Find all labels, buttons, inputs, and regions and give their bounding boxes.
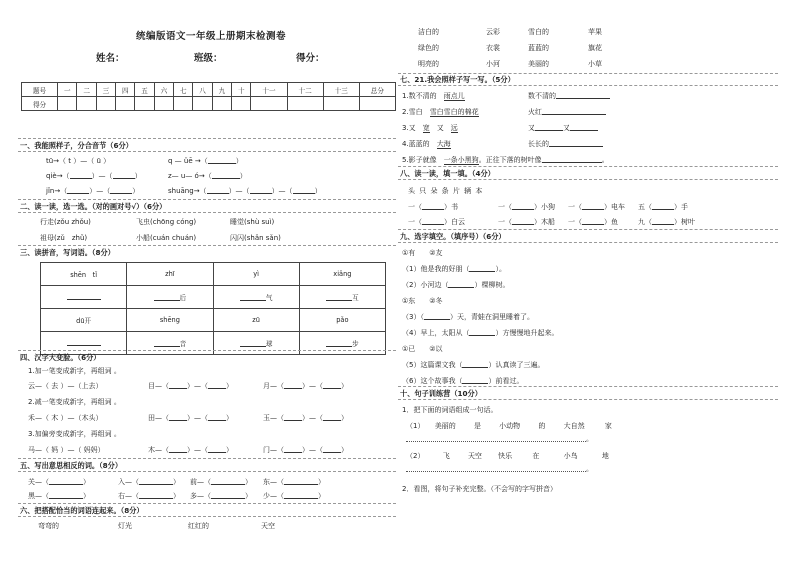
pinyin-cell: zū bbox=[213, 309, 299, 332]
answer-cell[interactable] bbox=[41, 332, 127, 355]
answer-cell[interactable] bbox=[41, 286, 127, 309]
answer-blank[interactable] bbox=[284, 492, 318, 499]
answer-row bbox=[41, 286, 386, 309]
s9-question: （3）（ ）天，青蛙在洞里睡着了。 bbox=[402, 313, 534, 321]
score-input-cell[interactable] bbox=[116, 97, 135, 111]
right-column bbox=[398, 0, 778, 561]
score-input-cell[interactable] bbox=[212, 97, 231, 111]
page-title: 统编版语文一年级上册期末检测卷 bbox=[136, 31, 287, 42]
antonym-item: 少—（ ） bbox=[263, 492, 325, 500]
answer-cell[interactable]: 步 bbox=[299, 332, 385, 355]
score-input-cell[interactable] bbox=[193, 97, 212, 111]
match-word[interactable]: 明亮的 bbox=[418, 60, 439, 68]
answer-blank[interactable] bbox=[323, 414, 341, 421]
s9-question: （6）这个故事我（ ）前看过。 bbox=[402, 377, 524, 385]
s4-item: 田—（ ）—（ ） bbox=[148, 414, 233, 422]
answer-row bbox=[41, 332, 386, 355]
answer-blank[interactable] bbox=[284, 446, 302, 453]
answer-blank[interactable] bbox=[211, 478, 245, 485]
antonym-item: 右—（ ） bbox=[118, 492, 180, 500]
section-1-title: 一、我能照样子，分合音节（6分） bbox=[20, 141, 133, 150]
divider bbox=[398, 242, 778, 243]
divider bbox=[398, 229, 778, 230]
s2-item[interactable]: 睡觉(shù suì) bbox=[230, 218, 275, 226]
score-cell: 九 bbox=[212, 83, 231, 97]
pinyin-cell: yì bbox=[213, 263, 299, 286]
divider bbox=[398, 386, 778, 387]
fill-item: 五（ ）手 bbox=[638, 203, 688, 211]
class-label: 班级： bbox=[194, 53, 223, 64]
s4-item: 木—（ ）—（ ） bbox=[148, 446, 233, 454]
answer-blank[interactable] bbox=[512, 218, 534, 225]
pinyin-row bbox=[41, 263, 386, 286]
answer-blank[interactable] bbox=[326, 340, 352, 347]
answer-blank[interactable] bbox=[326, 294, 352, 301]
answer-cell[interactable]: 后 bbox=[127, 286, 213, 309]
s7-line: 2.雪白 雪白雪白的棉花 bbox=[402, 108, 479, 116]
divider bbox=[18, 245, 396, 246]
s7-line: 3.又 宽 又 远 bbox=[402, 124, 458, 132]
score-table-score-row bbox=[22, 97, 396, 111]
divider bbox=[18, 516, 396, 517]
s2-item[interactable]: 祖母(zǔ zhǔ) bbox=[40, 234, 88, 242]
match-word[interactable]: 绿色的 bbox=[418, 44, 439, 52]
answer-blank[interactable] bbox=[154, 294, 180, 301]
s9-question: （4）早上，太阳从（ ）方慢慢地升起来。 bbox=[402, 329, 559, 337]
pinyin-cell: dū开 bbox=[41, 309, 127, 332]
s4-instruction: 3.加偏旁变成新字，再组词 。 bbox=[28, 430, 121, 438]
fill-item: 一（ ）小狗 bbox=[498, 203, 555, 211]
score-cell: 四 bbox=[116, 83, 135, 97]
score-input-cell[interactable] bbox=[287, 97, 323, 111]
s7-line: 4.蓝蓝的 大海 bbox=[402, 140, 451, 148]
answer-blank[interactable] bbox=[284, 414, 302, 421]
option-pair: ①已 ②以 bbox=[402, 345, 443, 353]
answer-blank[interactable] bbox=[113, 172, 135, 179]
answer-blank[interactable] bbox=[139, 492, 173, 499]
answer-cell[interactable]: 球 bbox=[213, 332, 299, 355]
s7-line: 火红 bbox=[528, 107, 606, 117]
score-cell: 十 bbox=[232, 83, 251, 97]
score-table-header-row bbox=[22, 83, 396, 97]
answer-blank[interactable] bbox=[67, 293, 101, 300]
match-word[interactable]: 天空 bbox=[261, 522, 275, 530]
answer-blank[interactable] bbox=[67, 339, 101, 346]
pinyin-cell: pǎo bbox=[299, 309, 385, 332]
answer-blank[interactable] bbox=[169, 382, 187, 389]
s7-line: 5.影子就像 一条小黑狗。正往下落的树叶像 。 bbox=[402, 156, 609, 164]
s2-item[interactable]: 行走(zǒu zhǒu) bbox=[40, 218, 91, 226]
match-word[interactable]: 旗花 bbox=[588, 44, 602, 52]
option-pair: ①东 ②冬 bbox=[402, 297, 443, 305]
score-input-cell[interactable] bbox=[251, 97, 287, 111]
answer-blank[interactable] bbox=[652, 203, 674, 210]
answer-blank[interactable] bbox=[582, 203, 604, 210]
pinyin-row bbox=[41, 309, 386, 332]
left-column bbox=[18, 0, 396, 561]
antonym-item: 前—（ ） bbox=[190, 478, 252, 486]
score-input-cell[interactable] bbox=[174, 97, 193, 111]
s4-item: 门—（ ）—（ ） bbox=[263, 446, 348, 454]
score-input-cell[interactable] bbox=[77, 97, 96, 111]
s9-question: （2）小河边（ ）棵柳树。 bbox=[402, 281, 510, 289]
match-word[interactable]: 灯光 bbox=[118, 522, 132, 530]
s1-line-1b: q — üē →（ ） bbox=[168, 157, 243, 165]
answer-blank[interactable] bbox=[293, 187, 315, 194]
s4-item: 目—（ ）—（ ） bbox=[148, 382, 233, 390]
s4-example: 马—（ 妈 ）—（ 妈妈） bbox=[28, 446, 105, 454]
match-word[interactable]: 小草 bbox=[588, 60, 602, 68]
divider bbox=[18, 471, 396, 472]
divider bbox=[18, 350, 396, 351]
s7-line: 长长的 bbox=[528, 139, 603, 149]
fill-item: 一（ ）白云 bbox=[408, 218, 465, 226]
section-2-title: 二、读一读，选一选。（对的画对号√）（6分） bbox=[20, 202, 167, 211]
s1-line-1: tū→（ t ）—（ ū ） bbox=[46, 157, 111, 165]
name-label: 姓名： bbox=[96, 53, 125, 64]
answer-blank[interactable] bbox=[323, 382, 341, 389]
answer-blank[interactable] bbox=[49, 492, 83, 499]
answer-blank[interactable] bbox=[424, 313, 450, 320]
score-cell: 十三 bbox=[323, 83, 359, 97]
answer-blank[interactable] bbox=[542, 156, 602, 163]
section-3-title: 三、读拼音，写词语。（8分） bbox=[20, 248, 115, 257]
answer-blank[interactable] bbox=[250, 187, 272, 194]
score-cell: 一 bbox=[58, 83, 77, 97]
answer-blank[interactable] bbox=[70, 172, 92, 179]
match-word[interactable]: 弯弯的 bbox=[38, 522, 59, 530]
answer-blank[interactable] bbox=[208, 382, 226, 389]
score-input-cell[interactable] bbox=[135, 97, 154, 111]
s10-instruction: 1．把下面的词语组成一句话。 bbox=[402, 406, 498, 414]
answer-blank[interactable] bbox=[549, 140, 603, 147]
answer-cell[interactable]: 互 bbox=[299, 286, 385, 309]
s2-item[interactable]: 小船(cuán chuán) bbox=[136, 234, 197, 242]
answer-blank[interactable] bbox=[469, 265, 495, 272]
answer-blank[interactable] bbox=[542, 108, 606, 115]
score-row-label: 得分 bbox=[22, 97, 58, 111]
pinyin-cell: shēn tǐ bbox=[41, 263, 127, 286]
fill-item: 一（ ）书 bbox=[408, 203, 458, 211]
match-word[interactable]: 红红的 bbox=[188, 522, 209, 530]
s4-item: 月—（ ）—（ ） bbox=[263, 382, 348, 390]
s7-line: 又 又 bbox=[528, 123, 598, 133]
pinyin-table bbox=[40, 262, 386, 355]
match-word[interactable]: 洁白的 bbox=[418, 28, 439, 36]
score-cell: 题号 bbox=[22, 83, 58, 97]
answer-blank[interactable] bbox=[469, 329, 495, 336]
measure-word-bank: 头 只 朵 条 片 辆 本 bbox=[408, 187, 484, 195]
s7-line: 数不清的 bbox=[528, 91, 610, 101]
answer-blank[interactable] bbox=[570, 124, 598, 131]
score-table bbox=[21, 82, 396, 111]
s9-question: （1）他是我的好朋（ ）。 bbox=[402, 265, 506, 273]
answer-blank[interactable] bbox=[240, 294, 266, 301]
answer-blank[interactable] bbox=[284, 382, 302, 389]
answer-blank[interactable] bbox=[208, 414, 226, 421]
answer-blank[interactable] bbox=[422, 218, 444, 225]
score-cell: 五 bbox=[135, 83, 154, 97]
answer-blank[interactable] bbox=[582, 218, 604, 225]
pinyin-cell: zhī bbox=[127, 263, 213, 286]
score-cell: 二 bbox=[77, 83, 96, 97]
score-cell: 六 bbox=[154, 83, 173, 97]
score-cell: 三 bbox=[96, 83, 115, 97]
score-label: 得分： bbox=[296, 53, 325, 64]
sentence-line[interactable]: 。 bbox=[406, 434, 593, 444]
match-word[interactable]: 苹果 bbox=[588, 28, 602, 36]
answer-blank[interactable] bbox=[110, 187, 132, 194]
section-5-title: 五、写出意思相反的词。（8分） bbox=[20, 461, 123, 470]
s7-line: 1.数不清的 雨点儿 bbox=[402, 92, 465, 100]
s4-example: 禾—（ 木 ）—（木头） bbox=[28, 414, 103, 422]
word-group-2: （2） 飞 天空 快乐 在 小鸟 地 bbox=[406, 452, 609, 460]
divider bbox=[398, 166, 778, 167]
s1-line-2: qiè→（ ）—（ ） bbox=[46, 172, 142, 180]
divider bbox=[398, 85, 778, 86]
answer-cell[interactable]: 气 bbox=[213, 286, 299, 309]
score-input-cell[interactable] bbox=[154, 97, 173, 111]
divider bbox=[18, 138, 396, 139]
fill-item: 一（ ）鱼 bbox=[568, 218, 618, 226]
answer-blank[interactable] bbox=[512, 203, 534, 210]
answer-blank[interactable] bbox=[211, 492, 245, 499]
answer-blank[interactable] bbox=[207, 187, 229, 194]
section-9-title: 九、选字填空。（填序号）（6分） bbox=[400, 232, 506, 241]
answer-blank[interactable] bbox=[422, 203, 444, 210]
s4-instruction: 1.加一笔变成新字，再组词 。 bbox=[28, 367, 121, 375]
answer-blank[interactable] bbox=[169, 414, 187, 421]
match-word[interactable]: 蓝蓝的 bbox=[528, 44, 549, 52]
word-group-1: （1） 美丽的 是 小动物 的 大自然 家 bbox=[406, 422, 612, 430]
answer-blank[interactable] bbox=[212, 172, 240, 179]
antonym-item: 关—（ ） bbox=[28, 478, 90, 486]
section-4-title: 四、汉字大变脸。（6分） bbox=[20, 353, 101, 362]
answer-blank[interactable] bbox=[154, 340, 180, 347]
s2-item[interactable]: 闪闪(shǎn sǎn) bbox=[230, 234, 281, 242]
antonym-item: 入—（ ） bbox=[118, 478, 180, 486]
answer-blank[interactable] bbox=[240, 340, 266, 347]
score-input-cell[interactable] bbox=[232, 97, 251, 111]
section-7-title: 七、21.我会照样子写一写。（5分） bbox=[400, 75, 515, 84]
match-word[interactable]: 雪白的 bbox=[528, 28, 549, 36]
score-input-cell[interactable] bbox=[58, 97, 77, 111]
answer-blank[interactable] bbox=[556, 92, 610, 99]
answer-blank[interactable] bbox=[139, 478, 173, 485]
answer-blank[interactable] bbox=[208, 157, 236, 164]
divider bbox=[398, 73, 778, 74]
score-cell: 十一 bbox=[251, 83, 287, 97]
score-cell: 七 bbox=[174, 83, 193, 97]
s10-instruction: 2．看图，将句子补充完整。（不会写的字写拼音） bbox=[402, 485, 557, 493]
fill-item: 一（ ）木船 bbox=[498, 218, 555, 226]
divider bbox=[18, 199, 396, 200]
match-word[interactable]: 美丽的 bbox=[528, 60, 549, 68]
answer-blank[interactable] bbox=[448, 281, 474, 288]
pinyin-cell: shēng bbox=[127, 309, 213, 332]
s4-example: 云—（ 去 ）—（上去） bbox=[28, 382, 103, 390]
section-6-title: 六、把搭配恰当的词语连起来。（8分） bbox=[20, 506, 144, 515]
answer-blank[interactable] bbox=[49, 478, 83, 485]
match-word[interactable]: 云彩 bbox=[486, 28, 500, 36]
answer-blank[interactable] bbox=[67, 187, 89, 194]
option-pair: ①有 ②友 bbox=[402, 249, 443, 257]
s9-question: （5）这篇课文我（ ）认真读了三遍。 bbox=[402, 361, 545, 369]
s4-item: 玉—（ ）—（ ） bbox=[263, 414, 348, 422]
divider bbox=[398, 399, 778, 400]
answer-blank[interactable] bbox=[462, 361, 488, 368]
section-10-title: 十、句子训练营（10分） bbox=[400, 389, 482, 398]
answer-blank[interactable] bbox=[284, 478, 318, 485]
pinyin-cell: xiǎng bbox=[299, 263, 385, 286]
score-input-cell[interactable] bbox=[359, 97, 395, 111]
fill-item: 九（ ）树叶 bbox=[638, 218, 695, 226]
section-8-title: 八、读一读，填一填。（4分） bbox=[400, 169, 495, 178]
s2-item[interactable]: 飞虫(chōng cóng) bbox=[136, 218, 197, 226]
score-cell: 总分 bbox=[359, 83, 395, 97]
s4-instruction: 2.减一笔变成新字，再组词 。 bbox=[28, 398, 121, 406]
antonym-item: 黑—（ ） bbox=[28, 492, 90, 500]
match-word[interactable]: 衣裳 bbox=[486, 44, 500, 52]
answer-blank[interactable] bbox=[462, 377, 488, 384]
score-cell: 十二 bbox=[287, 83, 323, 97]
answer-blank[interactable] bbox=[169, 446, 187, 453]
fill-item: 一（ ）电车 bbox=[568, 203, 625, 211]
s1-line-3: jǐn→（ ）—（ ） bbox=[46, 187, 140, 195]
answer-blank[interactable] bbox=[406, 436, 586, 442]
antonym-item: 东—（ ） bbox=[263, 478, 325, 486]
sentence-line[interactable]: 。 bbox=[406, 464, 593, 474]
answer-blank[interactable] bbox=[323, 446, 341, 453]
divider bbox=[18, 151, 396, 152]
answer-blank[interactable] bbox=[535, 124, 563, 131]
antonym-item: 多—（ ） bbox=[190, 492, 252, 500]
answer-blank[interactable] bbox=[652, 218, 674, 225]
answer-blank[interactable] bbox=[208, 446, 226, 453]
divider bbox=[398, 179, 778, 180]
match-word[interactable]: 小河 bbox=[486, 60, 500, 68]
divider bbox=[18, 212, 396, 213]
answer-cell[interactable]: 音 bbox=[127, 332, 213, 355]
divider bbox=[18, 458, 396, 459]
score-cell: 八 bbox=[193, 83, 212, 97]
divider bbox=[18, 503, 396, 504]
score-input-cell[interactable] bbox=[323, 97, 359, 111]
score-input-cell[interactable] bbox=[96, 97, 115, 111]
s1-line-2b: z— u— ó→（ ） bbox=[168, 172, 247, 180]
s1-line-3b: shuāng→（ ）—（ ）—（ ） bbox=[168, 187, 322, 195]
answer-blank[interactable] bbox=[406, 466, 586, 472]
